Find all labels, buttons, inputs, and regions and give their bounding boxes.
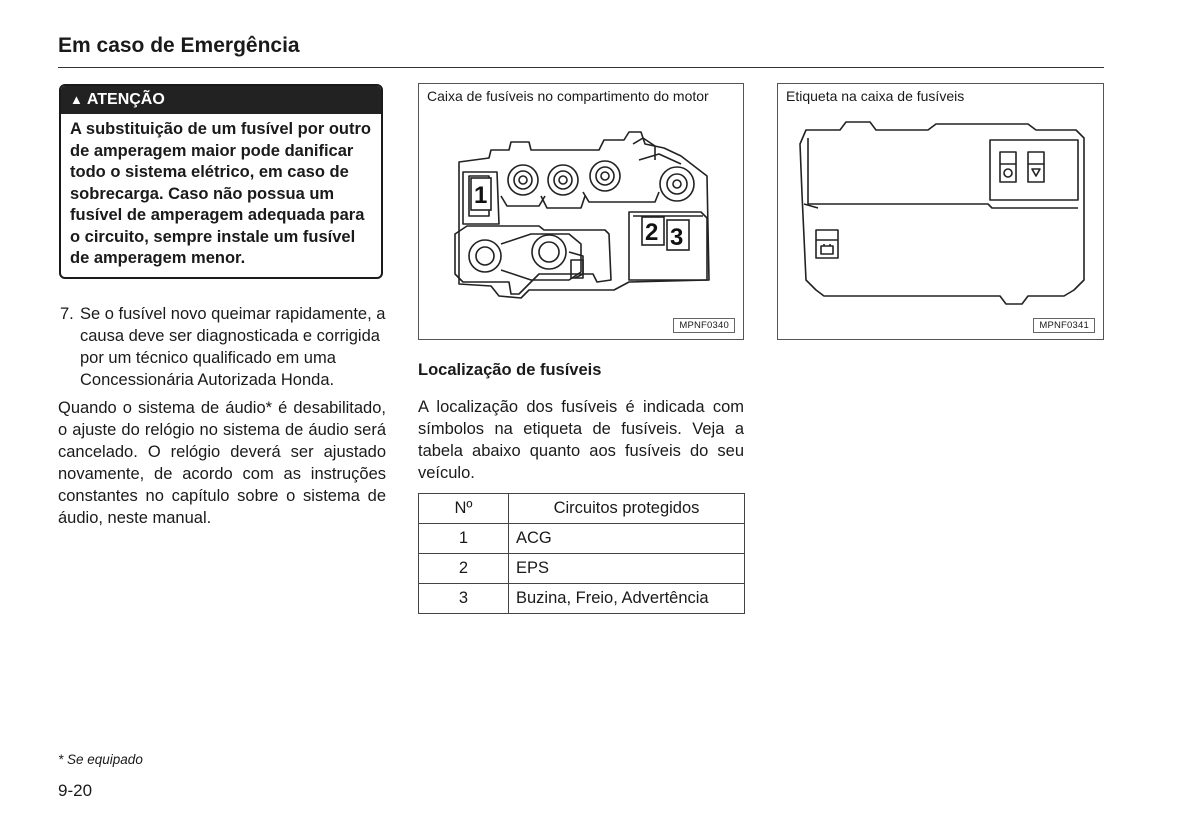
step-text: Se o fusível novo queimar rapidamente, a causa deve ser diagnosticada e corrigida por um técnico qualificado em uma Concessionária Autorizada Honda. — [80, 305, 386, 389]
warning-header — [61, 86, 381, 114]
page-number: 9-20 — [58, 781, 93, 800]
fuse-label-caption: Etiqueta na caixa de fusíveis — [786, 88, 965, 104]
table-row — [419, 584, 745, 614]
fuse-label-illustration — [778, 84, 1105, 341]
table-cell-circuit: Buzina, Freio, Advertência — [509, 584, 745, 614]
step-number: 7. — [60, 305, 74, 323]
fuse-label-2: 2 — [645, 219, 659, 246]
fuse-label-3: 3 — [670, 224, 684, 251]
figure-code: MPNF0340 — [673, 318, 735, 333]
audio-note: Quando o sistema de áudio* é desabilitado, o ajuste do relógio no sistema de áudio será cancelado. O relógio deverá ser ajustado novamente, de acordo com as instruções constantes no capítulo sobre o sistema de áudio, neste manual. — [58, 399, 386, 527]
table-header-circuits: Circuitos protegidos — [509, 494, 745, 524]
table-cell-circuit: EPS — [509, 554, 745, 584]
fuse-box-caption: Caixa de fusíveis no compartimento do motor — [427, 88, 709, 104]
table-header-number: Nº — [419, 494, 509, 524]
table-cell-number: 2 — [419, 554, 509, 584]
table-cell-circuit: ACG — [509, 524, 745, 554]
step-7 — [58, 303, 386, 391]
table-row — [419, 554, 745, 584]
figure-code: MPNF0341 — [1033, 318, 1095, 333]
fuse-label-figure — [777, 83, 1104, 340]
table-row — [419, 524, 745, 554]
fuse-table — [418, 493, 745, 614]
warning-box — [59, 84, 383, 279]
fuse-label-1: 1 — [474, 182, 488, 209]
section-text: A localização dos fusíveis é indicada com símbolos na etiqueta de fusíveis. Veja a tabela abaixo quanto aos fusíveis do seu veículo. — [418, 398, 744, 482]
page-title: Em caso de Emergência — [58, 34, 300, 57]
fuse-box-figure — [418, 83, 744, 340]
warning-label: ATENÇÃO — [86, 91, 165, 108]
warning-text: A substituição de um fusível por outro de amperagem maior pode danificar todo o sistema elétrico, em caso de sobrecarga. Caso não possua um fusível de amperagem adequada para o circuito, sempre instale um fusível de amperagem menor. — [70, 120, 371, 267]
section-title: Localização de fusíveis — [418, 361, 602, 379]
table-header-row — [419, 494, 745, 524]
fuse-box-illustration — [419, 84, 745, 341]
table-cell-number: 3 — [419, 584, 509, 614]
table-cell-number: 1 — [419, 524, 509, 554]
header-divider — [58, 67, 1104, 68]
footnote: * Se equipado — [58, 752, 143, 767]
warning-triangle-icon: ▲ — [70, 92, 83, 107]
